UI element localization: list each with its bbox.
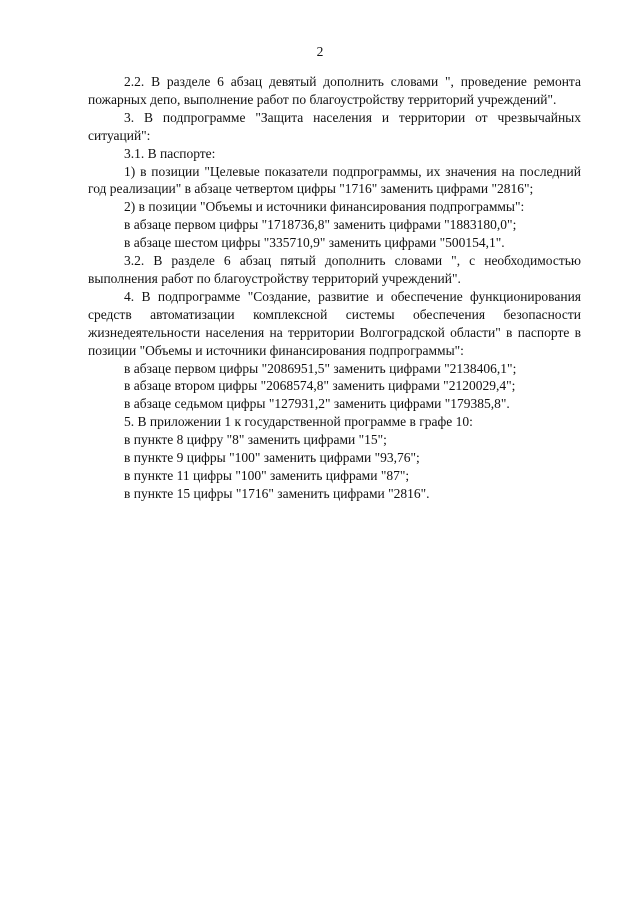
- paragraph-5-line-2: в пункте 9 цифры "100" заменить цифрами "93,76";: [124, 450, 420, 466]
- paragraph-2-2: 2.2. В разделе 6 абзац девятый дополнить словами ", проведение ремонта пожарных депо, выполнение работ по благоустройству территорий учреждений".: [88, 74, 581, 107]
- paragraph-4-line-3: в абзаце седьмом цифры "127931,2" заменить цифрами "179385,8".: [124, 396, 510, 412]
- document-body: [88, 73, 581, 503]
- paragraph-5-line-1: в пункте 8 цифру "8" заменить цифрами "15";: [124, 432, 387, 448]
- paragraph-3-1-item-2: 2) в позиции "Объемы и источники финансирования подпрограммы":: [124, 199, 525, 215]
- paragraph-3-1: 3.1. В паспорте:: [124, 145, 216, 161]
- paragraph-item-2-line-1: в абзаце первом цифры "1718736,8" заменить цифрами "1883180,0";: [124, 217, 517, 233]
- paragraph-5-line-4: в пункте 15 цифры "1716" заменить цифрами "2816".: [124, 485, 430, 501]
- paragraph-4-line-1: в абзаце первом цифры "2086951,5" заменить цифрами "2138406,1";: [124, 360, 517, 376]
- paragraph-5: 5. В приложении 1 к государственной программе в графе 10:: [124, 414, 473, 430]
- paragraph-3-1-item-1: 1) в позиции "Целевые показатели подпрограммы, их значения на последний год реализации" в абзаце четвертом цифры "1716" заменить цифрами "2816";: [88, 163, 581, 197]
- paragraph-5-line-3: в пункте 11 цифры "100" заменить цифрами "87";: [124, 467, 410, 483]
- paragraph-3: 3. В подпрограмме "Защита населения и территории от чрезвычайных ситуаций":: [88, 109, 581, 143]
- page-number: 2: [316, 44, 324, 59]
- paragraph-item-2-line-2: в абзаце шестом цифры "335710,9" заменить цифрами "500154,1".: [124, 235, 505, 251]
- paragraph-4: 4. В подпрограмме "Создание, развитие и обеспечение функционирования средств автоматизации комплексной системы обеспечения безопасности жизнедеятельности населения на территории Волгоградской области" в паспорте в позиции "Объемы и источники финансирования подпрограммы":: [88, 288, 581, 358]
- paragraph-4-line-2: в абзаце втором цифры "2068574,8" заменить цифрами "2120029,4";: [124, 378, 516, 394]
- paragraph-3-2: 3.2. В разделе 6 абзац пятый дополнить словами ", с необходимостью выполнения работ по благоустройству территорий учреждений".: [88, 253, 581, 286]
